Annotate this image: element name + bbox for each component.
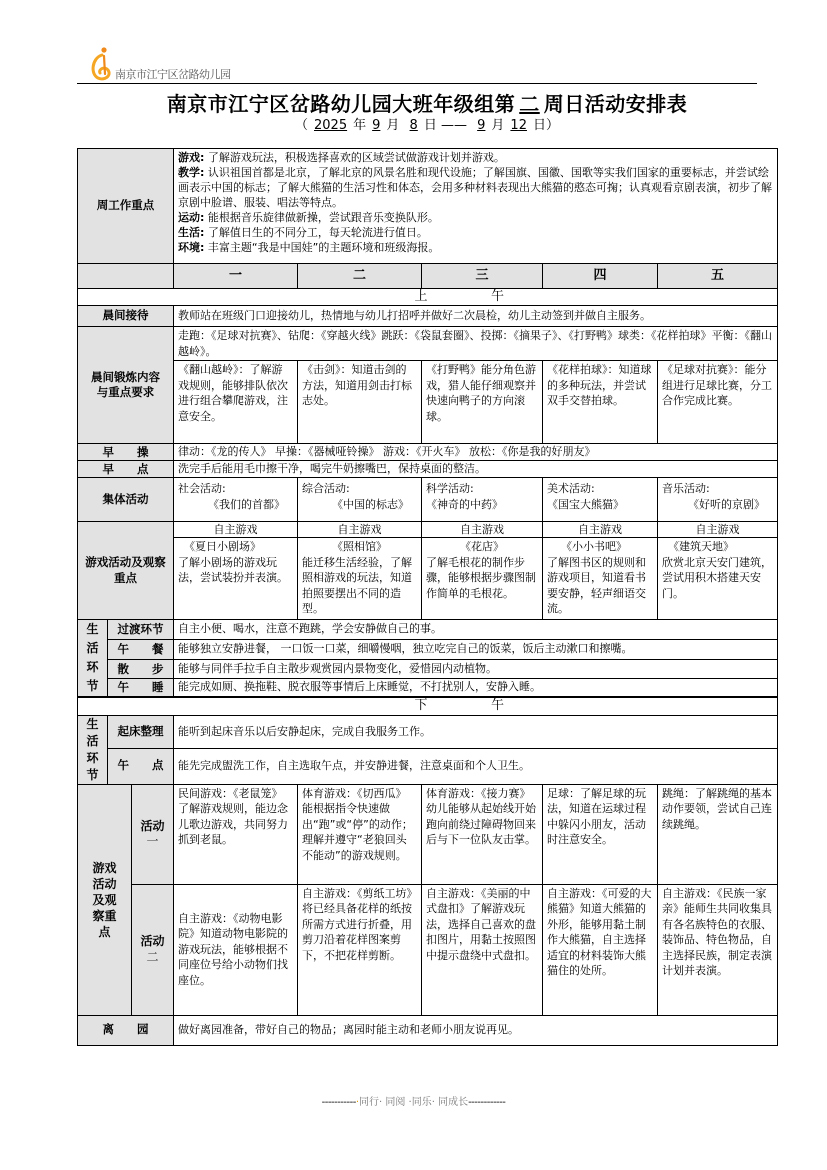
focus-key: 环境: bbox=[178, 241, 205, 254]
game-name: 《建筑天地》 bbox=[668, 540, 735, 553]
activity-type: 美术活动: bbox=[547, 482, 595, 495]
breakfast-row bbox=[78, 461, 778, 478]
activity-name: 《国宝大熊猫》 bbox=[547, 497, 625, 511]
afternoon-activity-row bbox=[78, 884, 778, 1015]
activity-name: 《我们的首都》 bbox=[208, 497, 286, 511]
footer-accent-mark: · bbox=[355, 1097, 359, 1108]
game-name: 《夏日小剧场》 bbox=[184, 540, 262, 553]
focus-item bbox=[178, 225, 773, 240]
footer-dashes-left: ----------- bbox=[321, 1097, 356, 1108]
morning-exercise-day: 《花样拍球》：知道球的多种玩法，并尝试双手交替拍球。 bbox=[543, 361, 658, 444]
day-header-tue: 二 bbox=[298, 264, 422, 289]
arrival-row bbox=[78, 306, 778, 327]
afternoon-games-text: 游戏活动及观察重点 bbox=[92, 860, 117, 939]
day-header-fri: 五 bbox=[658, 264, 778, 289]
paren-open: （ bbox=[294, 118, 308, 133]
end-month-unit: 月 bbox=[491, 118, 505, 133]
game-text: 欣赏北京天安门建筑，尝试用积木搭建天安门。 bbox=[662, 555, 773, 600]
title-suffix: 周日活动安排表 bbox=[543, 92, 688, 116]
paren-close: ） bbox=[545, 118, 559, 133]
activity-day: 自主游戏：《可爱的大熊猫》知道大熊猫的外形，能够用黏土制作大熊猫，自主选择适宜的材料装饰大熊猫住的处所。 bbox=[543, 884, 658, 1015]
activity-type: 科学活动: bbox=[426, 482, 474, 495]
activity-day: 自主游戏：《剪纸工坊》将已经具备花样的纸按所需方式进行折叠，用剪刀沿着花样图案剪下，不把花样剪断。 bbox=[298, 884, 422, 1015]
life-afternoon-label: 起床整理 bbox=[108, 715, 174, 748]
weekly-focus-label: 周工作重点 bbox=[78, 149, 174, 264]
page-title bbox=[77, 88, 777, 117]
group-activity-day bbox=[298, 478, 422, 522]
activity-label-line: 一 bbox=[146, 834, 159, 848]
activity-day: 自主游戏：《民族一家亲》能师生共同收集具有各名族特色的衣服、装饰品、特色物品，自主选择民族，制定表演计划并表演。 bbox=[658, 884, 778, 1015]
focus-key: 运动: bbox=[178, 211, 205, 224]
start-day: 8 bbox=[409, 118, 418, 133]
game-name: 《小小书吧》 bbox=[561, 540, 628, 553]
focus-key: 游戏: bbox=[178, 151, 205, 164]
game-text: 了解小剧场的游戏玩法，尝试装扮并表演。 bbox=[178, 555, 289, 584]
arrival-text: 教师站在班级门口迎接幼儿，热情地与幼儿打招呼并做好二次晨检，幼儿主动签到并做自主服务。 bbox=[174, 306, 778, 327]
date-range bbox=[77, 114, 777, 133]
start-month: 9 bbox=[372, 118, 381, 133]
activity-label-line: 活动 bbox=[140, 818, 165, 833]
banner-char: 下 bbox=[414, 698, 428, 714]
days-header-blank bbox=[78, 264, 174, 289]
activity-type: 综合活动: bbox=[302, 482, 350, 495]
school-logo bbox=[88, 44, 288, 84]
morning-exercise-label: 晨间锻炼内容与重点要求 bbox=[78, 327, 174, 444]
title-prefix: 南京市江宁区岔路幼儿园大班年级组第 bbox=[166, 92, 516, 116]
end-month: 9 bbox=[477, 118, 486, 133]
morning-drill-row bbox=[78, 444, 778, 461]
life-afternoon-row bbox=[78, 715, 778, 748]
start-day-unit: 日 bbox=[423, 118, 437, 133]
group-activity-label: 集体活动 bbox=[78, 478, 174, 522]
focus-text: 了解值日生的不同分工，每天轮流进行值日。 bbox=[204, 226, 428, 239]
year-unit: 年 bbox=[353, 118, 367, 133]
departure-row bbox=[78, 1015, 778, 1045]
group-activity-row bbox=[78, 478, 778, 522]
life-text: 能够与同伴手拉手自主散步观赏园内景物变化，爱惜园内动植物。 bbox=[174, 660, 778, 679]
life-afternoon-label: 午 点 bbox=[108, 748, 174, 784]
game-detail bbox=[543, 538, 658, 620]
day-header-mon: 一 bbox=[174, 264, 298, 289]
morning-exercise-day: 《打野鸭》能分角色游戏，猎人能仔细观察并快速向鸭子的方向滚球。 bbox=[422, 361, 543, 444]
life-afternoon-row bbox=[78, 748, 778, 784]
activity-type: 音乐活动: bbox=[662, 482, 710, 495]
life-afternoon-text: 能听到起床音乐以后安静起床，完成自我服务工作。 bbox=[174, 715, 778, 748]
footer-slogan bbox=[0, 1093, 827, 1108]
life-afternoon-text: 能先完成盥洗工作，自主选取午点，并安静进餐，注意桌面和个人卫生。 bbox=[174, 748, 778, 784]
game-text: 了解图书区的规则和游戏项目，知道看书要安静，轻声细语交流。 bbox=[547, 555, 647, 615]
activity-day: 体育游戏：《切西瓜》能根据指令快速做出“跑”或“停”的动作；理解并遵守“老狼回头不能动”的游戏规则。 bbox=[298, 784, 422, 884]
life-label: 午 餐 bbox=[108, 639, 174, 660]
banner-char: 午 bbox=[491, 289, 505, 304]
logo-mark-icon bbox=[88, 44, 116, 82]
activity-day: 自主游戏：《动物电影院》知道动物电影院的游戏玩法，能够根据不同座位号给小动物们找座位。 bbox=[174, 884, 298, 1015]
game-detail bbox=[174, 538, 298, 620]
life-row bbox=[78, 639, 778, 660]
activity-label bbox=[132, 784, 174, 884]
afternoon-banner bbox=[78, 697, 778, 715]
morning-exercise-days-row bbox=[78, 361, 778, 444]
life-afternoon-group-text: 生活环节 bbox=[86, 716, 99, 782]
life-label: 过渡环节 bbox=[108, 620, 174, 640]
activity-label-line: 活动 bbox=[140, 934, 165, 948]
game-detail bbox=[298, 538, 422, 620]
activity-day: 足球：了解足球的玩法，知道在运球过程中躲闪小朋友，活动时注意安全。 bbox=[543, 784, 658, 884]
morning-banner-row bbox=[78, 289, 778, 306]
group-activity-day bbox=[658, 478, 778, 522]
focus-key: 教学: bbox=[178, 166, 205, 179]
game-activity-label: 游戏活动及观察重点 bbox=[78, 522, 174, 620]
life-text: 自主小便、喝水，注意不跑跳，学会安静做自己的事。 bbox=[174, 620, 778, 640]
game-detail bbox=[422, 538, 543, 620]
footer-dashes-right: ------------ bbox=[468, 1097, 506, 1108]
game-type: 自主游戏 bbox=[543, 522, 658, 538]
arrival-label: 晨间接待 bbox=[78, 306, 174, 327]
morning-drill-label: 早 操 bbox=[78, 444, 174, 461]
departure-text: 做好离园准备，带好自己的物品；离园时能主动和老师小朋友说再见。 bbox=[174, 1015, 778, 1045]
end-day-unit: 日 bbox=[532, 118, 546, 133]
group-activity-day bbox=[174, 478, 298, 522]
morning-exercise-day: 《足球对抗赛》：能分组进行足球比赛，分工合作完成比赛。 bbox=[658, 361, 778, 444]
morning-exercise-day: 《翻山越岭》：了解游戏规则，能够排队依次进行组合攀爬游戏，注意安全。 bbox=[174, 361, 298, 444]
game-type: 自主游戏 bbox=[658, 522, 778, 538]
year-value: 2025 bbox=[314, 118, 348, 133]
life-label: 午 睡 bbox=[108, 678, 174, 697]
weekly-focus-content bbox=[174, 149, 778, 264]
life-row bbox=[78, 678, 778, 697]
banner-char: 午 bbox=[491, 698, 505, 714]
activity-name: 《中国的标志》 bbox=[332, 497, 410, 511]
group-activity-day bbox=[543, 478, 658, 522]
life-row bbox=[78, 620, 778, 640]
life-group-label bbox=[78, 620, 108, 698]
morning-exercise-day: 《击剑》：知道击剑的方法，知道用剑击打标志处。 bbox=[298, 361, 422, 444]
start-month-unit: 月 bbox=[386, 118, 400, 133]
life-text: 能完成如厕、换拖鞋、脱衣服等事情后上床睡觉，不打扰别人，安静入睡。 bbox=[174, 678, 778, 697]
game-detail bbox=[658, 538, 778, 620]
morning-exercise-summary: 走跑：《足球对抗赛》、钻爬：《穿越火线》跳跃：《袋鼠套圈》、投掷：《摘果子》、《打野鸭》球类：《花样拍球》平衡：《翻山越岭》。 bbox=[174, 327, 778, 361]
game-detail-row bbox=[78, 538, 778, 620]
activity-type: 社会活动: bbox=[178, 482, 226, 495]
focus-item bbox=[178, 165, 773, 210]
life-label: 散 步 bbox=[108, 660, 174, 679]
activity-label-line: 二 bbox=[146, 949, 159, 964]
focus-text: 了解游戏玩法，积极选择喜欢的区域尝试做游戏计划并游戏。 bbox=[204, 151, 505, 164]
departure-label: 离 园 bbox=[78, 1015, 174, 1045]
life-afternoon-group-label bbox=[78, 715, 108, 784]
focus-item bbox=[178, 240, 773, 255]
logo-text: 南京市江宁区岔路幼儿园 bbox=[115, 68, 231, 81]
game-type: 自主游戏 bbox=[422, 522, 543, 538]
activity-day: 体育游戏：《接力赛》幼儿能够从起始线开始跑向前绕过障碍物回来后与下一位队友击掌。 bbox=[422, 784, 543, 884]
game-text: 能迁移生活经验，了解照相游戏的玩法，知道拍照要摆出不同的造型。 bbox=[302, 555, 413, 615]
life-text: 能够独立安静进餐， 一口饭一口菜，细嚼慢咽，独立吃完自己的饭菜，饭后主动漱口和擦嘴。 bbox=[174, 639, 778, 660]
afternoon-banner-row bbox=[78, 697, 778, 715]
game-type: 自主游戏 bbox=[174, 522, 298, 538]
morning-banner bbox=[78, 289, 778, 306]
activity-day: 自主游戏：《美丽的中式盘扣》了解游戏玩法，选择自己喜欢的盘扣图片，用黏土按照图中提示盘绕中式盘扣。 bbox=[422, 884, 543, 1015]
weekly-focus-row bbox=[78, 149, 778, 264]
focus-text: 能根据音乐旋律做新操，尝试跟音乐变换队形。 bbox=[204, 211, 439, 224]
date-dash: —— bbox=[440, 118, 467, 133]
focus-text: 认识祖国首都是北京，了解北京的风景名胜和现代设施；了解国旗、国徽、国歌等实我们国家的重要标志，并尝试绘画表示中国的标志；了解大熊猫的生活习性和体态，会用多种材料表现出大熊猫的憨态可掬；认真观看京剧表演，初步了解京剧中脸谱、服装、唱法等特点。 bbox=[178, 166, 773, 209]
morning-drill-text: 律动：《龙的传人》 早操：《器械哑铃操》 游戏：《开火车》 放松：《你是我的好朋友》 bbox=[174, 444, 778, 461]
day-header-thu: 四 bbox=[543, 264, 658, 289]
end-day: 12 bbox=[510, 118, 527, 133]
focus-text: 丰富主题“我是中国娃”的主题环境和班级海报。 bbox=[204, 241, 440, 254]
group-activity-day bbox=[422, 478, 543, 522]
focus-item bbox=[178, 150, 773, 165]
game-name: 《照相馆》 bbox=[332, 540, 388, 553]
activity-name: 《好听的京剧》 bbox=[688, 497, 766, 511]
focus-item bbox=[178, 210, 773, 225]
banner-char: 上 bbox=[414, 289, 428, 304]
game-type: 自主游戏 bbox=[298, 522, 422, 538]
activity-name: 《神奇的中药》 bbox=[426, 497, 504, 511]
schedule-table bbox=[77, 148, 778, 1046]
activity-day: 民间游戏：《老鼠笼》了解游戏规则，能边念儿歌边游戏，共同努力抓到老鼠。 bbox=[174, 784, 298, 884]
days-header-row bbox=[78, 264, 778, 289]
game-name: 《花店》 bbox=[460, 540, 505, 553]
focus-key: 生活: bbox=[178, 226, 205, 239]
life-group-text: 生活环节 bbox=[86, 622, 99, 693]
game-type-row bbox=[78, 522, 778, 538]
afternoon-activity-row bbox=[78, 784, 778, 884]
game-text: 了解毛根花的制作步骤，能够根据步骤图制作简单的毛根花。 bbox=[426, 555, 537, 600]
breakfast-label: 早 点 bbox=[78, 461, 174, 478]
morning-exercise-summary-row bbox=[78, 327, 778, 361]
breakfast-text: 洗完手后能用毛巾擦干净，喝完牛奶擦嘴巴，保持桌面的整洁。 bbox=[174, 461, 778, 478]
week-number: 二 bbox=[519, 92, 540, 116]
activity-label bbox=[132, 884, 174, 1015]
header-divider bbox=[77, 83, 757, 84]
footer-slogan-text: 同行· 同阅 ·同乐· 同成长 bbox=[359, 1097, 469, 1108]
activity-day: 跳绳：了解跳绳的基本动作要领，尝试自己连续跳绳。 bbox=[658, 784, 778, 884]
afternoon-games-label bbox=[78, 784, 132, 1015]
day-header-wed: 三 bbox=[422, 264, 543, 289]
life-row bbox=[78, 660, 778, 679]
